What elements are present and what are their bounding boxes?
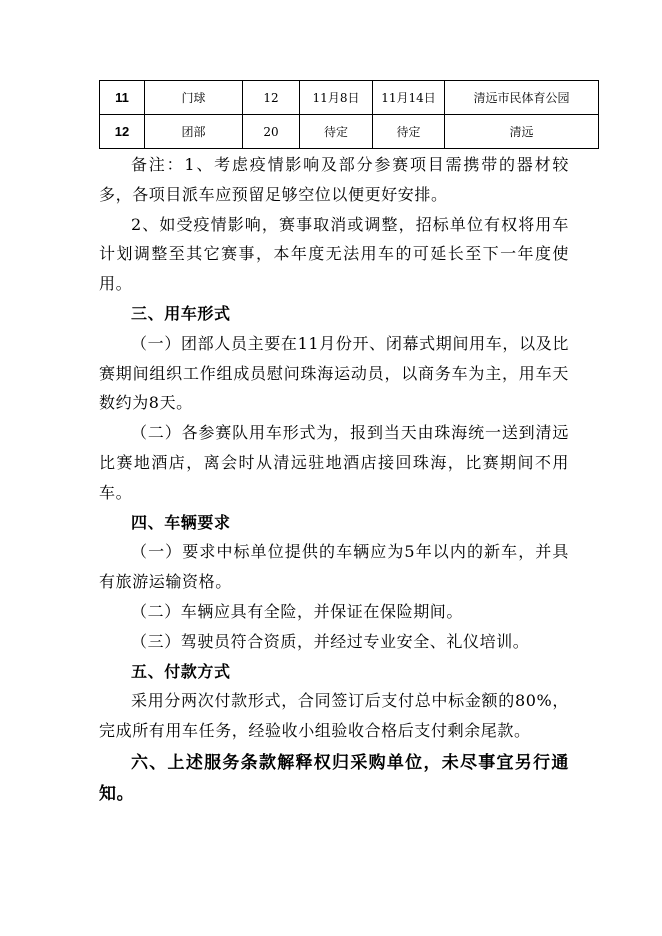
section-4-paragraph-1: （一）要求中标单位提供的车辆应为5年以内的新车，并具有旅游运输资格。 xyxy=(99,542,569,592)
section-5-paragraph-1: 采用分两次付款形式，合同签订后支付总中标金额的80%，完成所有用车任务，经验收小组验收合格后支付剩余尾款。 xyxy=(99,691,569,741)
note-1: 备注：1、考虑疫情影响及部分参赛项目需携带的器材较多，各项目派车应预留足够空位以便更好安排。 xyxy=(99,155,569,204)
document-body xyxy=(99,150,569,810)
section-6-statement: 六、上述服务条款解释权归采购单位，未尽事宜另行通知。 xyxy=(99,752,569,804)
section-4-heading: 四、车辆要求 xyxy=(131,512,231,532)
end-date-cell: 待定 xyxy=(373,115,445,149)
section-3-heading: 三、用车形式 xyxy=(131,303,231,323)
section-4-paragraph-2: （二）车辆应具有全险，并保证在保险期间。 xyxy=(131,601,464,621)
venue-cell: 清远市民体育公园 xyxy=(445,81,599,115)
table-row xyxy=(100,81,599,115)
end-date-cell: 11月14日 xyxy=(373,81,445,115)
vehicle-schedule-table xyxy=(99,80,599,149)
section-3-paragraph-1: （一）团部人员主要在11月份开、闭幕式期间用车，以及比赛期间组织工作组成员慰问珠海运动员，以商务车为主，用车天数约为8天。 xyxy=(99,333,569,413)
event-cell: 团部 xyxy=(145,115,243,149)
start-date-cell: 待定 xyxy=(300,115,373,149)
section-5-heading: 五、付款方式 xyxy=(131,661,231,681)
section-4-paragraph-3: （三）驾驶员符合资质，并经过专业安全、礼仪培训。 xyxy=(131,631,530,651)
event-cell: 门球 xyxy=(145,81,243,115)
venue-cell: 清远 xyxy=(445,115,599,149)
count-cell: 20 xyxy=(243,115,300,149)
row-number: 12 xyxy=(100,115,145,149)
section-3-paragraph-2: （二）各参赛队用车形式为，报到当天由珠海统一送到清远比赛地酒店，离会时从清远驻地酒店接回珠海，比赛期间不用车。 xyxy=(99,423,569,502)
count-cell: 12 xyxy=(243,81,300,115)
start-date-cell: 11月8日 xyxy=(300,81,373,115)
table-row xyxy=(100,115,599,149)
note-2: 2、如受疫情影响，赛事取消或调整，招标单位有权将用车计划调整至其它赛事，本年度无法用车的可延长至下一年度使用。 xyxy=(99,214,569,294)
row-number: 11 xyxy=(100,81,145,115)
